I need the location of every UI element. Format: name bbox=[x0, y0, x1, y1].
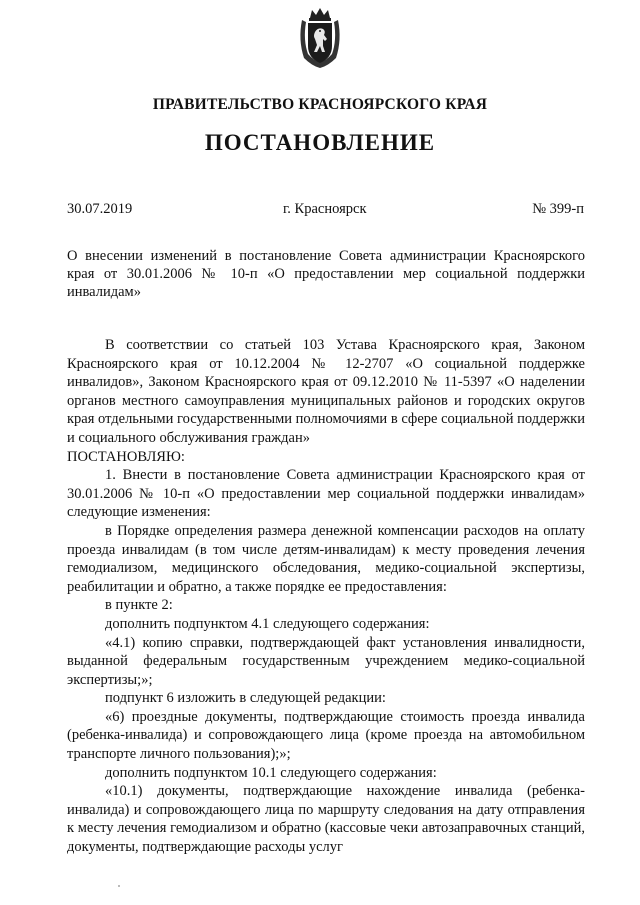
body-paragraph: в Порядке определения размера денежной компенсации расходов на оплату проезда инвалидам (в том числе детям-инвалидам) к месту проведения лечения гемодиализом, медицинского обследования, медико-социальной экспертизы, реабилитации и обратно, а также порядке ее предоставления: bbox=[67, 522, 585, 595]
body-paragraph: дополнить подпунктом 10.1 следующего содержания: bbox=[105, 764, 437, 781]
coat-of-arms-emblem bbox=[296, 6, 344, 70]
body-paragraph: подпункт 6 изложить в следующей редакции: bbox=[105, 690, 386, 707]
document-number: № 399-п bbox=[532, 201, 584, 217]
scan-speck bbox=[118, 885, 120, 887]
organization-name: ПРАВИТЕЛЬСТВО КРАСНОЯРСКОГО КРАЯ bbox=[152, 96, 488, 113]
document-date: 30.07.2019 bbox=[67, 201, 133, 217]
body-paragraph: «6) проездные документы, подтверждающие стоимость проезда инвалида (ребенка-инвалида) и сопровождающего лица (кроме проезда на автомобильном транспорте личного пользования);»; bbox=[67, 708, 585, 763]
preamble-paragraph: В соответствии со статьей 103 Устава Красноярского края, Законом Красноярского края от 10.12.2004 № 12-2707 «О социальной поддержке инвалидов», Законом Красноярского края от 09.12.2010 № 11-5397 «О наделении органов местного самоуправления муниципальных районов и городских округов края отдельными государственными полномочиями в сфере социальной поддержки и социального обслуживания граждан» bbox=[67, 337, 585, 446]
document-body bbox=[67, 336, 585, 857]
body-paragraph: в пункте 2: bbox=[105, 597, 173, 614]
document-type-title: ПОСТАНОВЛЕНИЕ bbox=[204, 130, 436, 155]
body-paragraph: «10.1) документы, подтверждающие нахождение инвалида (ребенка-инвалида) и сопровождающего лица по маршруту следования на дату отправления к месту лечения гемодиализом и обратно (кассовые чеки автозаправочных станций, документы, подтверждающие расходы услуг bbox=[67, 783, 585, 856]
document-subject: О внесении изменений в постановление Совета администрации Красноярского края от 30.01.2006 № 10-п «О предоставлении мер социальной поддержки инвалидам» bbox=[67, 248, 585, 301]
document-city: г. Красноярск bbox=[283, 201, 367, 217]
body-paragraph: дополнить подпунктом 4.1 следующего содержания: bbox=[105, 615, 430, 632]
body-paragraph: 1. Внести в постановление Совета администрации Красноярского края от 30.01.2006 № 10-п «О предоставлении мер социальной поддержки инвалидам» следующие изменения: bbox=[67, 467, 585, 521]
body-paragraph: «4.1) копию справки, подтверждающей факт установления инвалидности, выданной федеральным государственным учреждением медико-социальной экспертизы;»; bbox=[67, 634, 585, 688]
resolve-heading: ПОСТАНОВЛЯЮ: bbox=[67, 448, 185, 465]
